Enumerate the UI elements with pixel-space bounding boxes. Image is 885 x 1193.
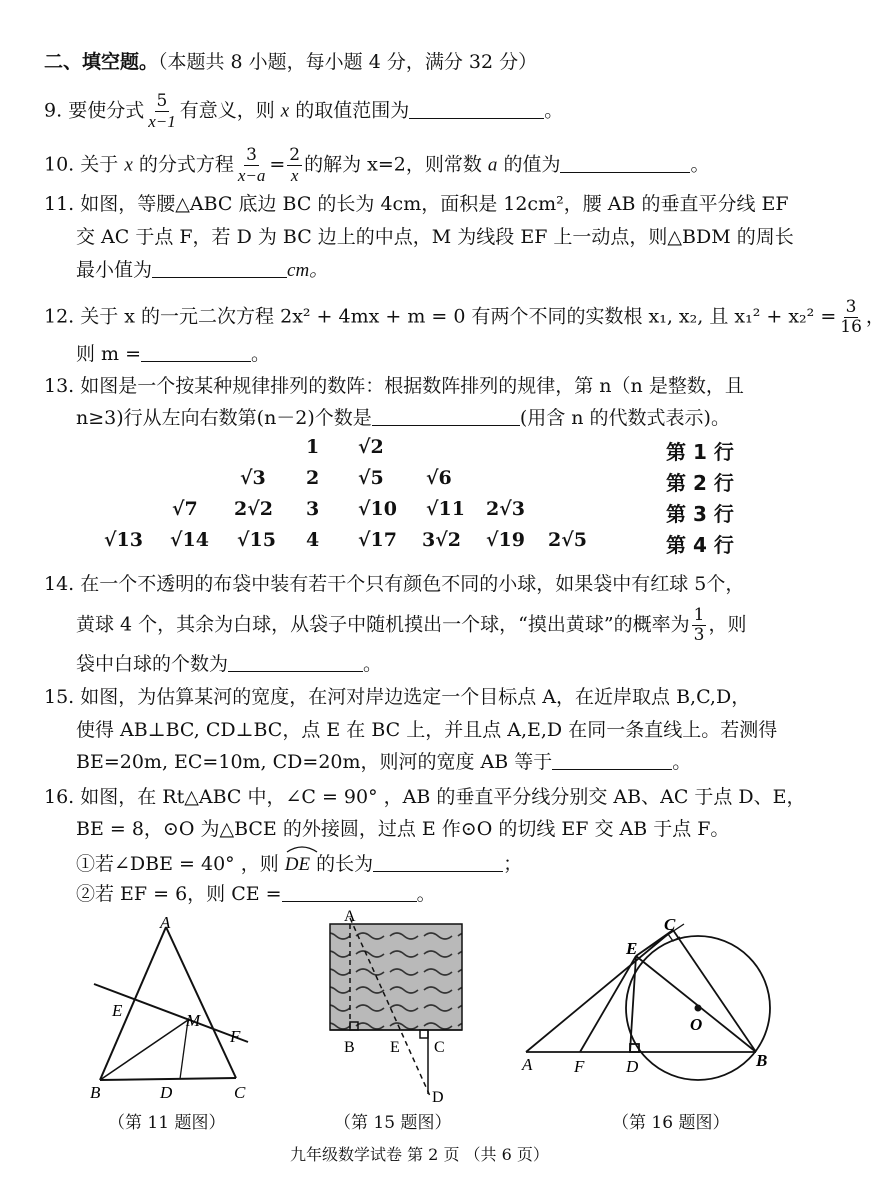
array-item: 2√3 (486, 498, 525, 520)
answer-blank[interactable] (372, 408, 520, 426)
fig11-label-d: D (160, 1083, 173, 1102)
question-text: 有意义，则 (179, 99, 275, 122)
question-text: 则 m = (76, 343, 142, 365)
punctuation: ， (865, 305, 885, 328)
question-16-line-4 (76, 882, 436, 906)
fig11-label-a: A (160, 913, 171, 932)
fig16-label-c: C (664, 915, 676, 934)
array-row-label: 第 3 行 (666, 502, 734, 526)
question-number: 10. (44, 153, 75, 176)
figure-16-caption: （第 16 题图） (612, 1113, 730, 1133)
arc-label: DE (284, 854, 311, 875)
unit: cm。 (287, 260, 329, 281)
arc-de (285, 849, 310, 877)
array-item: 2√5 (548, 529, 587, 551)
question-number: 14. (44, 573, 75, 595)
fig11-label-f: F (230, 1027, 241, 1046)
question-text: 最小值为 (76, 259, 153, 281)
fraction (692, 606, 707, 645)
array-row-label: 第 2 行 (666, 471, 734, 495)
question-12-line-1 (44, 298, 885, 337)
fraction-numerator: 3 (246, 145, 257, 165)
answer-blank[interactable] (152, 260, 287, 278)
question-15-line-1 (44, 685, 750, 709)
punctuation: ； (503, 853, 523, 875)
question-15-line-2 (76, 718, 777, 742)
question-number: 12. (44, 305, 75, 328)
fraction-denominator: 16 (840, 317, 862, 337)
fig15-label-d: D (432, 1089, 444, 1106)
question-text: 如图是一个按某种规律排列的数阵：根据数阵排列的规律，第 n（n 是整数，且 (80, 375, 744, 397)
question-text: 关于 x 的一元二次方程 2x² + 4mx + m = 0 有两个不同的实数根 x₁, x₂, 且 x₁² + x₂² = (80, 305, 837, 328)
fig16-label-o: O (690, 1015, 703, 1034)
question-12-line-2 (76, 342, 270, 366)
question-11-line-1 (44, 192, 789, 216)
question-text: 的解为 x=2，则常数 (304, 153, 482, 176)
fraction (236, 146, 268, 185)
question-15-line-3 (76, 750, 691, 774)
answer-blank[interactable] (552, 752, 672, 770)
array-item: √6 (426, 467, 452, 489)
punctuation: 。 (690, 153, 710, 176)
array-item: 3 (306, 498, 320, 520)
fig11-label-e: E (112, 1001, 123, 1020)
variable: x (124, 154, 133, 176)
equals-sign: = (269, 153, 286, 176)
array-item: 4 (306, 529, 320, 551)
question-text: 在一个不透明的布袋中装有若干个只有颜色不同的小球，如果袋中有红球 5个， (80, 573, 745, 595)
fig16-label-a: A (522, 1055, 533, 1074)
fig11-label-c: C (234, 1083, 246, 1102)
fraction (838, 298, 864, 337)
question-number: 16. (44, 786, 75, 808)
fig11-label-b: B (90, 1083, 101, 1102)
figure-11 (88, 912, 263, 1102)
variable: a (487, 154, 498, 176)
question-number: 11. (44, 193, 75, 215)
arc-mark-icon (285, 845, 319, 853)
fraction (287, 146, 302, 185)
answer-blank[interactable] (373, 854, 503, 872)
array-item: 1 (306, 436, 320, 458)
fraction-denominator: x−a (237, 166, 266, 185)
array-item: √14 (170, 529, 209, 551)
question-number: 15. (44, 686, 75, 708)
fig11-label-m: M (186, 1011, 201, 1030)
question-text: 的值为 (503, 153, 561, 176)
fig16-label-b: B (756, 1051, 768, 1070)
punctuation: 。 (544, 99, 564, 122)
question-text: ②若 EF = 6，则 CE = (76, 883, 282, 905)
question-text: 袋中白球的个数为 (76, 653, 229, 675)
answer-blank[interactable] (228, 654, 363, 672)
figure-11-caption: （第 11 题图） (108, 1113, 226, 1133)
question-text: ，则 (708, 613, 747, 636)
fig16-label-d: D (626, 1057, 639, 1076)
question-text: n≥3)行从左向右数第(n－2)个数是 (76, 407, 372, 429)
array-item: √15 (237, 529, 276, 551)
punctuation: 。 (416, 883, 436, 905)
question-text: 的取值范围为 (295, 99, 410, 122)
question-text: 黄球 4 个，其余为白球，从袋子中随机摸出一个球，“摸出黄球”的概率为 (76, 613, 690, 636)
question-text: 如图，等腰△ABC 底边 BC 的长为 4cm，面积是 12cm²，腰 AB 的垂直平分线 EF (80, 193, 789, 215)
question-16-line-2 (76, 817, 729, 841)
array-item: 3√2 (422, 529, 461, 551)
section-title: 二、填空题。 (44, 51, 159, 73)
fig16-label-e: E (626, 939, 638, 958)
array-item: √7 (172, 498, 198, 520)
question-number: 9. (44, 99, 63, 122)
question-14-line-1 (44, 572, 744, 596)
question-text: 的长为 (316, 853, 374, 875)
circle-center-point (695, 1005, 702, 1012)
answer-blank[interactable] (560, 155, 690, 173)
fraction (146, 92, 178, 131)
question-11-line-2 (76, 225, 794, 249)
question-10 (44, 146, 710, 185)
fraction-numerator: 5 (156, 91, 168, 111)
question-text: 的分式方程 (138, 153, 234, 176)
figure-15-caption: （第 15 题图） (334, 1113, 452, 1133)
array-item: √11 (426, 498, 465, 520)
fraction-denominator: x (290, 166, 299, 185)
question-text: 交 AC 于点 F，若 D 为 BC 边上的中点，M 为线段 EF 上一动点，则△BDM 的周长 (76, 226, 794, 248)
question-text: BE = 8，⊙O 为△BCE 的外接圆，过点 E 作⊙O 的切线 EF 交 AB 于点 F。 (76, 818, 730, 840)
punctuation: 。 (251, 343, 271, 365)
variable: x (280, 100, 290, 122)
figure-16 (518, 915, 780, 1078)
fraction-numerator: 3 (845, 297, 857, 317)
array-item: √17 (358, 529, 397, 551)
answer-blank[interactable] (409, 101, 544, 119)
section-header (44, 50, 537, 74)
fraction-numerator: 2 (289, 145, 301, 165)
question-16-line-3 (76, 849, 522, 877)
answer-blank[interactable] (141, 344, 251, 362)
fig15-label-e: E (390, 1039, 400, 1056)
question-text: 如图，为估算某河的宽度，在河对岸边选定一个目标点 A，在近岸取点 B,C,D， (80, 686, 751, 708)
array-row-label: 第 4 行 (666, 533, 734, 557)
fig15-label-b: B (344, 1039, 355, 1056)
array-item: √19 (486, 529, 525, 551)
question-13-line-1 (44, 374, 744, 398)
page-footer: 九年级数学试卷 第 2 页 （共 6 页） (290, 1145, 549, 1164)
question-14-line-2 (76, 606, 746, 645)
question-14-line-3 (76, 652, 382, 676)
array-item: 2√2 (234, 498, 273, 520)
punctuation: 。 (363, 653, 383, 675)
question-13-line-2 (76, 406, 730, 430)
question-text: BE=20m, EC=10m, CD=20m，则河的宽度 AB 等于 (76, 751, 553, 773)
question-text: 使得 AB⊥BC, CD⊥BC，点 E 在 BC 上，并且点 A,E,D 在同一条直线上。若测得 (76, 719, 778, 741)
array-item: 2 (306, 467, 320, 489)
answer-blank[interactable] (282, 884, 417, 902)
array-item: √5 (358, 467, 384, 489)
array-item: √13 (104, 529, 143, 551)
question-text: (用含 n 的代数式表示)。 (519, 407, 730, 429)
question-text: 如图，在 Rt△ABC 中，∠C = 90° ，AB 的垂直平分线分别交 AB、AC 于点 D、E， (80, 786, 806, 808)
fig16-label-f: F (574, 1057, 585, 1076)
array-item: √3 (240, 467, 266, 489)
question-9 (44, 92, 563, 131)
section-note: （本题共 8 小题，每小题 4 分，满分 32 分） (158, 51, 538, 73)
fraction-denominator: 3 (693, 625, 705, 645)
figure-15 (320, 908, 470, 1106)
array-item: √2 (358, 436, 384, 458)
question-text: ①若∠DBE = 40° ，则 (76, 853, 279, 875)
question-16-line-1 (44, 785, 806, 809)
question-text: 关于 (80, 153, 119, 176)
question-number: 13. (44, 375, 75, 397)
punctuation: 。 (672, 751, 692, 773)
question-11-line-3 (76, 258, 328, 283)
fraction-denominator: x−1 (148, 112, 176, 131)
array-row-label: 第 1 行 (666, 440, 734, 464)
fig15-label-c: C (434, 1039, 445, 1056)
question-text: 要使分式 (68, 99, 145, 122)
fig15-label-a: A (344, 908, 356, 925)
fraction-numerator: 1 (693, 605, 705, 625)
array-item: √10 (358, 498, 397, 520)
